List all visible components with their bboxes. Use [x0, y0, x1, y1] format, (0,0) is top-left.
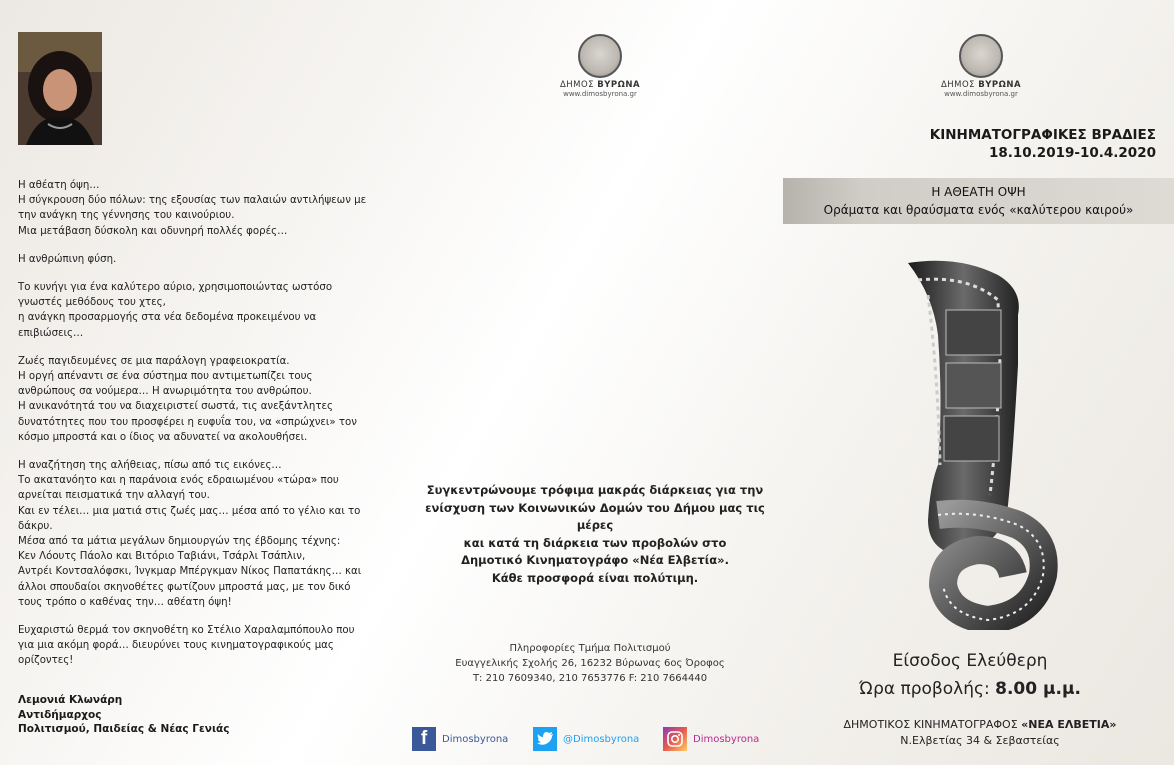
message-line: και κατά τη διάρκεια των προβολών στο — [463, 535, 727, 550]
municipality-logo — [540, 34, 660, 98]
food-drive-message — [405, 482, 785, 587]
intro-line: δυνατότητες που του προσφέρει η ευφυΐα του, να «σπρώχνει» τον — [18, 416, 357, 428]
event-title: ΚΙΝΗΜΑΤΟΓΡΑΦΙΚΕΣ ΒΡΑΔΙΕΣ — [929, 127, 1156, 143]
venue-prefix: ΔΗΜΟΤΙΚΟΣ ΚΙΝΗΜΑΤΟΓΡΑΦΟΣ — [843, 718, 1018, 731]
message-line: Δημοτικό Κινηματογράφο «Νέα Ελβετία». — [461, 553, 729, 567]
intro-paragraph — [18, 354, 378, 445]
portrait-seal-icon — [578, 34, 622, 78]
signature-block — [18, 693, 229, 737]
venue-block — [820, 717, 1140, 749]
intro-paragraph — [18, 623, 378, 669]
intro-line: Η σύγκρουση δύο πόλων: της εξουσίας των παλαιών αντιλήψεων με — [18, 195, 367, 207]
intro-line: Κεν Λόουτς Πάολο και Βιτόριο Ταβιάνι, Τσάρλι Τσάπλιν, — [18, 551, 306, 563]
intro-line: Η ανθρώπινη φύση. — [18, 253, 117, 265]
info-line: Πληροφορίες Τμήμα Πολιτισμού — [509, 643, 671, 654]
instagram-icon — [663, 727, 687, 751]
logo-name-bold: ΒΥΡΩΝΑ — [978, 80, 1022, 90]
logo-url: www.dimosbyrona.gr — [944, 90, 1018, 98]
message-line: ενίσχυση των Κοινωνικών Δομών του Δήμου μας τις μέρες — [425, 500, 765, 532]
instagram-link[interactable] — [663, 726, 759, 752]
intro-paragraph — [18, 252, 378, 267]
municipality-logo-cover — [933, 34, 1029, 98]
facebook-icon: f — [412, 727, 436, 751]
event-dates: 18.10.2019-10.4.2020 — [988, 145, 1156, 161]
intro-line: Η ανικανότητά του να διαχειριστεί σωστά, τις ανεξάντλητες — [18, 401, 333, 413]
venue-address: Ν.Ελβετίας 34 & Σεβαστείας — [900, 734, 1060, 747]
facebook-link[interactable] — [412, 726, 508, 752]
logo-name-prefix: ΔΗΜΟΣ — [559, 80, 595, 90]
intro-line: Μια μετάβαση δύσκολη και οδυνηρή πολλές φορές… — [18, 225, 288, 237]
signature-name: Λεμονιά Κλωνάρη — [18, 694, 123, 706]
contact-info — [430, 641, 750, 686]
twitter-handle: @Dimosbyrona — [563, 733, 640, 745]
intro-line: Και εν τέλει… μια ματιά στις ζωές μας… μέσα από το γέλιο και το — [18, 505, 361, 517]
intro-text — [18, 178, 378, 682]
intro-line: Ζωές παγιδευμένες σε μια παράλογη γραφειοκρατία. — [18, 355, 290, 367]
film-reel-icon — [898, 255, 1058, 630]
info-line: Ευαγγελικής Σχολής 26, 16232 Βύρωνας 6ος Όροφος — [455, 658, 725, 669]
intro-line: Η αθέατη όψη… — [18, 180, 100, 191]
intro-line: άλλοι σπουδαίοι σκηνοθέτες φωτίζουν μπροστά μας, με τον δικό — [18, 581, 351, 593]
intro-line: επιβιώσεις… — [18, 327, 84, 339]
intro-line: για μια ακόμη φορά… διευρύνει τους κινηματογραφικούς μας — [18, 640, 334, 652]
intro-line: Το ακατανόητο και η παράνοια ενός εδραιωμένου «τώρα» που — [18, 475, 339, 487]
intro-paragraph — [18, 178, 378, 239]
time-label: Ώρα προβολής: — [859, 679, 990, 699]
event-title-block — [930, 126, 1156, 162]
theme-banner — [783, 178, 1174, 224]
info-line: Τ: 210 7609340, 210 7653776 F: 210 7664440 — [472, 673, 708, 684]
intro-paragraph — [18, 280, 378, 341]
theme-subtitle: Οράματα και θραύσματα ενός «καλύτερου καιρού» — [823, 203, 1134, 217]
intro-line: γνωστές μεθόδους του χτες, — [18, 297, 166, 309]
intro-line: αρνείται πεισματικά την αλλαγή του. — [18, 490, 210, 502]
portrait-seal-icon — [959, 34, 1003, 78]
logo-name-bold: ΒΥΡΩΝΑ — [597, 80, 641, 90]
intro-line: ορίζοντες! — [18, 655, 74, 667]
intro-paragraph — [18, 458, 378, 610]
logo-name-prefix: ΔΗΜΟΣ — [940, 80, 976, 90]
intro-line: ανθρώπους σα νούμερα… Η ανωριμότητα του ανθρώπου. — [18, 386, 312, 398]
intro-line: Η αναζήτηση της αλήθειας, πίσω από τις εικόνες… — [18, 460, 282, 472]
screening-time — [840, 679, 1100, 699]
intro-line: Αντρέι Κοντσαλόφσκι, Ίνγκμαρ Μπέργκμαν Νίκος Παπατάκης… και — [18, 566, 362, 578]
intro-line: κόσμο μπροστά και ο ίδιος να αδυνατεί να ακολουθήσει. — [18, 431, 308, 443]
twitter-icon — [533, 727, 557, 751]
intro-line: η ανάγκη προσαρμογής στα νέα δεδομένα προκειμένου να — [18, 312, 317, 324]
intro-line: Μέσα από τα μάτια μεγάλων δημιουργών της έβδομης τέχνης: — [18, 536, 341, 548]
intro-line: Ευχαριστώ θερμά τον σκηνοθέτη κο Στέλιο Χαραλαμπόπουλο που — [18, 625, 355, 637]
instagram-handle: Dimosbyrona — [693, 733, 760, 745]
venue-name: «ΝΕΑ ΕΛΒΕΤΙΑ» — [1021, 718, 1117, 731]
time-value: 8.00 μ.μ. — [995, 679, 1081, 699]
intro-line: δάκρυ. — [18, 520, 53, 532]
intro-line: Η οργή απέναντι σε ένα σύστημα που αντιμετωπίζει τους — [18, 371, 313, 383]
author-photo — [18, 32, 102, 145]
message-line: Συγκεντρώνουμε τρόφιμα μακράς διάρκειας για την — [426, 483, 764, 497]
logo-url: www.dimosbyrona.gr — [563, 90, 637, 98]
twitter-link[interactable] — [533, 726, 639, 752]
facebook-handle: Dimosbyrona — [442, 733, 509, 745]
signature-department: Πολιτισμού, Παιδείας & Νέας Γενιάς — [18, 723, 230, 735]
intro-line: τους τρόπο ο καθένας την… αθέατη όψη! — [18, 596, 232, 608]
free-entry-label: Είσοδος Ελεύθερη — [892, 651, 1048, 671]
message-line: Κάθε προσφορά είναι πολύτιμη. — [491, 570, 699, 585]
theme-title: Η ΑΘΕΑΤΗ ΟΨΗ — [931, 185, 1026, 199]
signature-role: Αντιδήμαρχος — [18, 708, 102, 721]
intro-line: Το κυνήγι για ένα καλύτερο αύριο, χρησιμοποιώντας ωστόσο — [18, 282, 333, 294]
intro-line: την ανάγκη της γέννησης του καινούριου. — [18, 210, 235, 222]
